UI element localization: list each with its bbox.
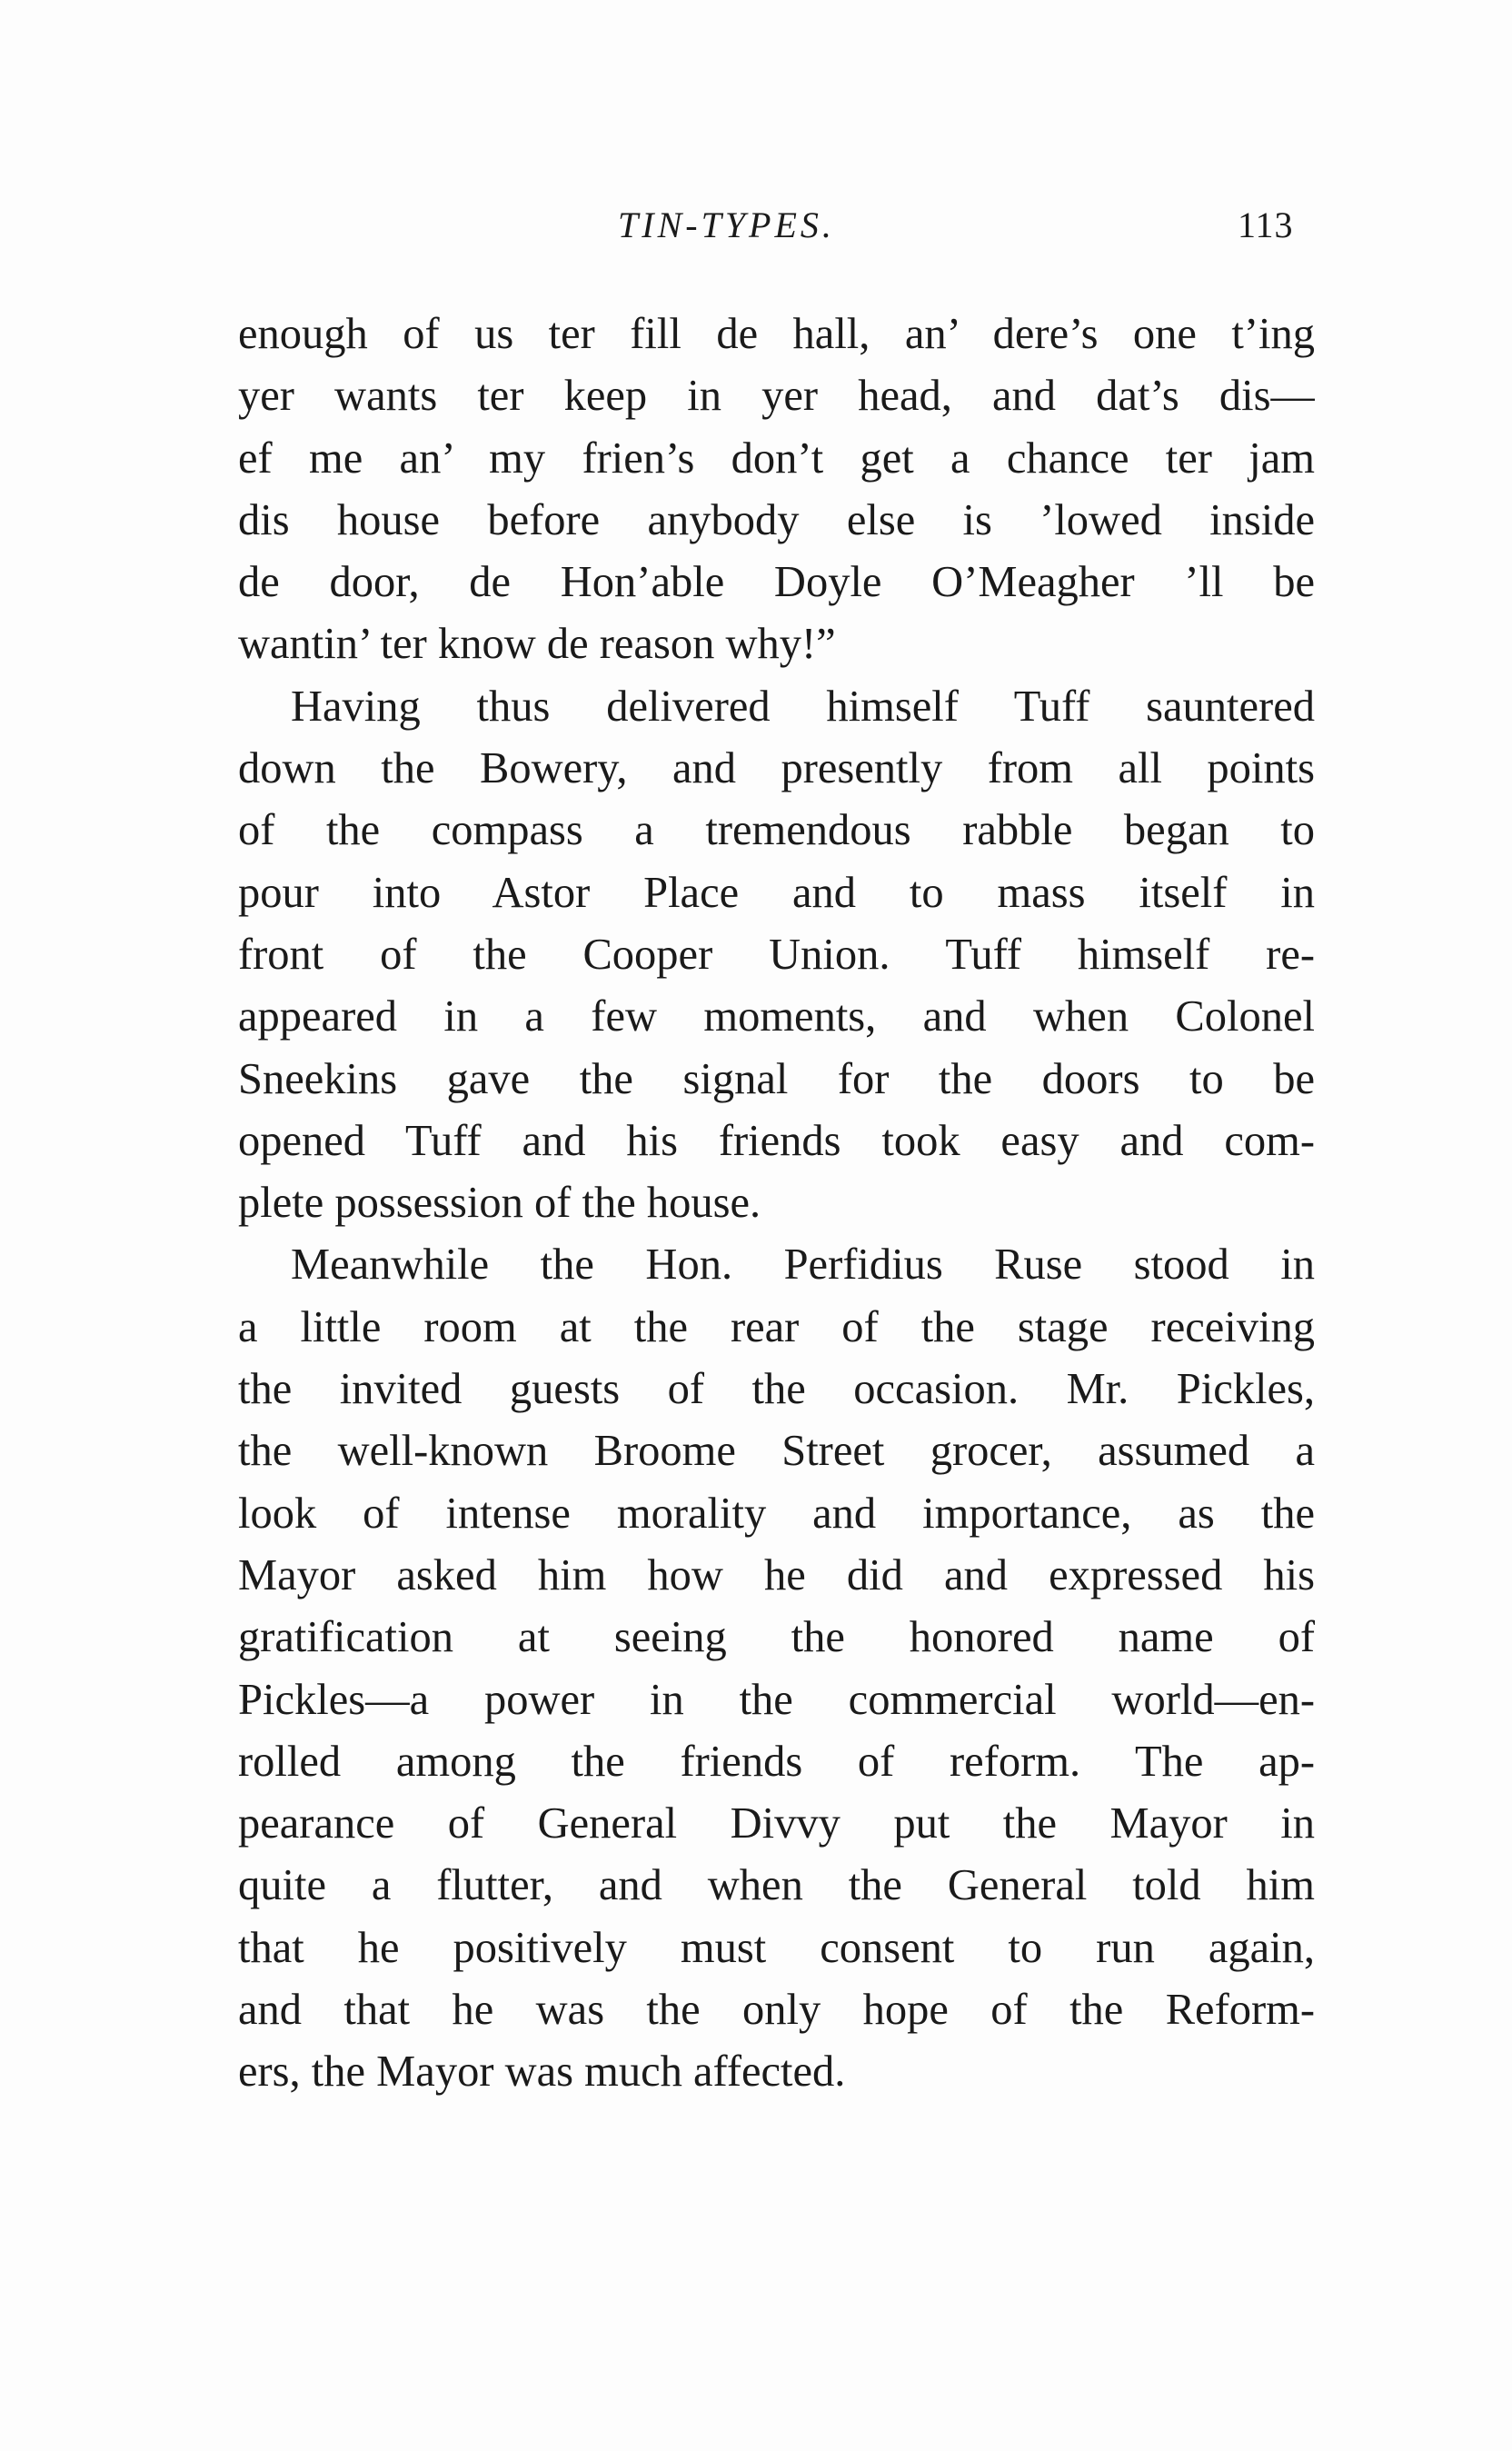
page-number: 113 bbox=[1238, 204, 1294, 245]
text-line: Sneekins gave the signal for the doors to be bbox=[238, 1054, 1315, 1103]
text-line: dis house before anybody else is ’lowed inside bbox=[238, 495, 1315, 544]
text-line: a little room at the rear of the stage receiving bbox=[238, 1302, 1315, 1351]
paragraph-first-line: Meanwhile the Hon. Perfidius Ruse stood in bbox=[291, 1240, 1315, 1290]
text-line: yer wants ter keep in yer head, and dat’s dis— bbox=[238, 372, 1315, 421]
text-line: ers, the Mayor was much affected. bbox=[238, 2047, 846, 2097]
running-head bbox=[0, 198, 1512, 253]
paragraph-first-line: Having thus delivered himself Tuff sauntered bbox=[291, 682, 1315, 731]
text-line: pour into Astor Place and to mass itself in bbox=[238, 868, 1315, 917]
text-line: enough of us ter fill de hall, an’ dere’s one t’ing bbox=[238, 310, 1315, 358]
running-title: TIN-TYPES. bbox=[618, 204, 835, 245]
text-line: Mayor asked him how he did and expressed his bbox=[238, 1550, 1315, 1599]
body-text bbox=[238, 304, 1315, 2104]
text-line: front of the Cooper Union. Tuff himself re- bbox=[238, 930, 1315, 979]
text-line: the invited guests of the occasion. Mr. Pickles, bbox=[238, 1365, 1315, 1414]
text-line: and that he was the only hope of the Reform- bbox=[238, 1986, 1315, 2035]
text-line: plete possession of the house. bbox=[238, 1179, 761, 1228]
text-line: pearance of General Divvy put the Mayor in bbox=[238, 1799, 1315, 1848]
text-line: look of intense morality and importance, as the bbox=[238, 1489, 1315, 1538]
text-line: ef me an’ my frien’s don’t get a chance ter jam bbox=[238, 433, 1315, 483]
text-line: down the Bowery, and presently from all points bbox=[238, 744, 1315, 793]
text-line: that he positively must consent to run again, bbox=[238, 1923, 1315, 1972]
text-line: rolled among the friends of reform. The ap- bbox=[238, 1737, 1315, 1786]
text-line: Pickles—a power in the commercial world—en- bbox=[238, 1675, 1315, 1724]
text-line: wantin’ ter know de reason why!” bbox=[238, 620, 836, 669]
text-line: de door, de Hon’able Doyle O’Meagher ’ll be bbox=[238, 558, 1315, 607]
text-line: quite a flutter, and when the General told him bbox=[238, 1861, 1315, 1910]
text-line: gratification at seeing the honored name of bbox=[238, 1613, 1315, 1662]
text-line: of the compass a tremendous rabble began to bbox=[238, 806, 1315, 855]
text-line: opened Tuff and his friends took easy and com- bbox=[238, 1116, 1315, 1165]
text-line: appeared in a few moments, and when Colonel bbox=[238, 992, 1315, 1041]
text-line: the well-known Broome Street grocer, assumed a bbox=[238, 1427, 1315, 1476]
